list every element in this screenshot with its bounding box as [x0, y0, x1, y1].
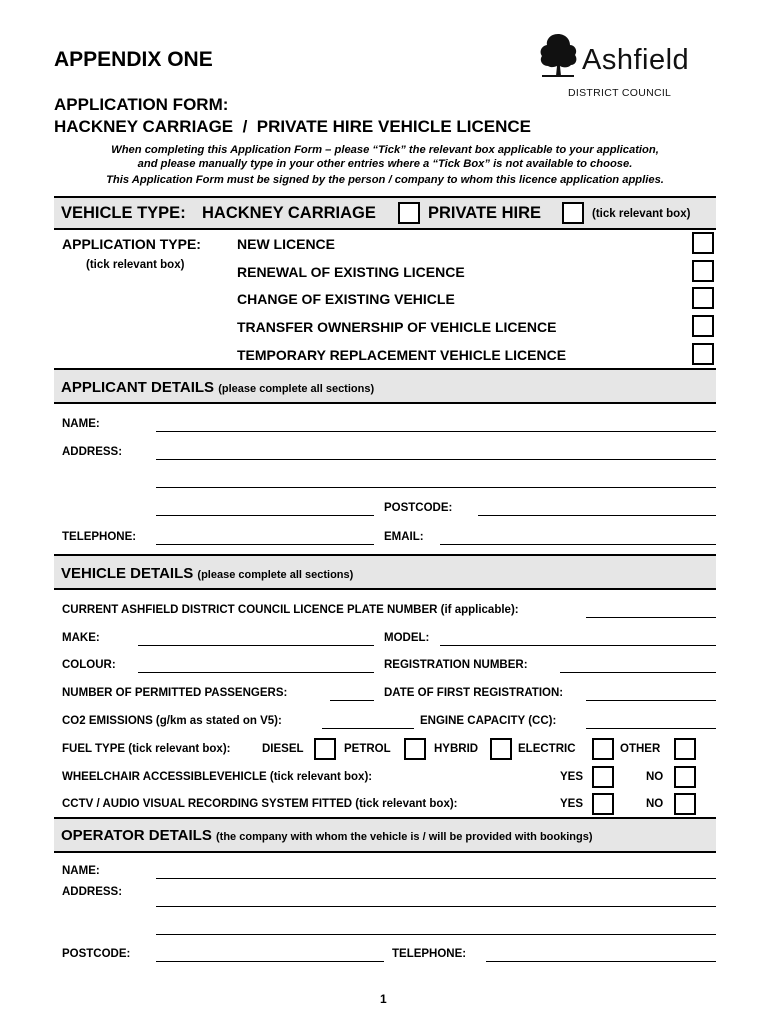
- applicant-name-label: NAME:: [62, 418, 100, 430]
- applicant-email-field[interactable]: [440, 544, 716, 545]
- passengers-field[interactable]: [330, 700, 374, 701]
- cctv-yes-checkbox[interactable]: [592, 793, 614, 815]
- applicant-name-field[interactable]: [156, 431, 716, 432]
- wheelchair-yes-checkbox[interactable]: [592, 766, 614, 788]
- vehicle-type-hackney: HACKNEY CARRIAGE: [202, 204, 376, 222]
- application-type-note: (tick relevant box): [86, 259, 185, 271]
- applicant-telephone-label: TELEPHONE:: [62, 531, 137, 543]
- registration-label: REGISTRATION NUMBER:: [384, 659, 528, 671]
- cctv-yes-label: YES: [560, 798, 584, 810]
- passengers-label: NUMBER OF PERMITTED PASSENGERS:: [62, 687, 288, 699]
- option-temporary-replacement: TEMPORARY REPLACEMENT VEHICLE LICENCE: [237, 347, 567, 363]
- vehicle-details-heading: VEHICLE DETAILS: [61, 565, 194, 582]
- cctv-label: CCTV / AUDIO VISUAL RECORDING SYSTEM FITTED (tick relevant box):: [62, 798, 458, 810]
- vehicle-details-band: [54, 554, 716, 590]
- temporary-replacement-checkbox[interactable]: [692, 343, 714, 365]
- cctv-no-checkbox[interactable]: [674, 793, 696, 815]
- applicant-postcode-label: POSTCODE:: [384, 502, 453, 514]
- applicant-details-heading: APPLICANT DETAILS: [61, 379, 215, 396]
- first-registration-label: DATE OF FIRST REGISTRATION:: [384, 687, 564, 699]
- ashfield-logo: [538, 32, 718, 102]
- page-number: 1: [380, 992, 387, 1006]
- model-label: MODEL:: [384, 632, 430, 644]
- logo-tagline: DISTRICT COUNCIL: [568, 87, 672, 99]
- operator-details-band: [54, 817, 716, 853]
- tree-icon: [538, 32, 578, 78]
- vehicle-type-note: (tick relevant box): [592, 208, 691, 220]
- vehicle-details-note: (please complete all sections): [197, 569, 354, 581]
- fuel-hybrid-checkbox[interactable]: [490, 738, 512, 760]
- applicant-address-field-3[interactable]: [156, 515, 374, 516]
- appendix-title: APPENDIX ONE: [54, 48, 213, 71]
- change-vehicle-checkbox[interactable]: [692, 287, 714, 309]
- cctv-no-label: NO: [646, 798, 664, 810]
- co2-field[interactable]: [322, 728, 414, 729]
- plate-number-label: CURRENT ASHFIELD DISTRICT COUNCIL LICENCE PLATE NUMBER (if applicable):: [62, 604, 519, 616]
- fuel-hybrid-label: HYBRID: [434, 743, 479, 755]
- co2-label: CO2 EMISSIONS (g/km as stated on V5):: [62, 715, 282, 727]
- model-field[interactable]: [440, 645, 716, 646]
- applicant-details-title: [61, 379, 374, 396]
- operator-telephone-field[interactable]: [486, 961, 716, 962]
- wheelchair-label: WHEELCHAIR ACCESSIBLEVEHICLE (tick relevant box):: [62, 771, 373, 783]
- wheelchair-yes-label: YES: [560, 771, 584, 783]
- hackney-carriage-checkbox[interactable]: [398, 202, 420, 224]
- colour-field[interactable]: [138, 672, 374, 673]
- fuel-electric-checkbox[interactable]: [592, 738, 614, 760]
- instruction-line-2: and please manually type in your other entries where a “Tick Box” is not available to choose.: [137, 158, 633, 170]
- wheelchair-no-label: NO: [646, 771, 664, 783]
- instruction-line-1: When completing this Application Form – please “Tick” the relevant box applicable to your application,: [111, 144, 659, 156]
- fuel-type-label: FUEL TYPE (tick relevant box):: [62, 743, 231, 755]
- option-change-vehicle: CHANGE OF EXISTING VEHICLE: [237, 291, 455, 307]
- fuel-other-label: OTHER: [620, 743, 661, 755]
- applicant-postcode-field[interactable]: [478, 515, 716, 516]
- plate-number-field[interactable]: [586, 617, 716, 618]
- private-hire-checkbox[interactable]: [562, 202, 584, 224]
- fuel-petrol-label: PETROL: [344, 743, 391, 755]
- application-type-label: APPLICATION TYPE:: [62, 236, 201, 252]
- applicant-details-note: (please complete all sections): [218, 383, 375, 395]
- operator-address-label: ADDRESS:: [62, 886, 123, 898]
- vehicle-details-title: [61, 565, 353, 582]
- colour-label: COLOUR:: [62, 659, 116, 671]
- operator-telephone-label: TELEPHONE:: [392, 948, 467, 960]
- operator-postcode-field[interactable]: [156, 961, 384, 962]
- applicant-address-label: ADDRESS:: [62, 446, 123, 458]
- option-new-licence: NEW LICENCE: [237, 236, 335, 252]
- make-label: MAKE:: [62, 632, 100, 644]
- vehicle-type-label: VEHICLE TYPE:: [61, 204, 186, 222]
- applicant-address-field-1[interactable]: [156, 459, 716, 460]
- operator-address-field-1[interactable]: [156, 906, 716, 907]
- option-transfer-ownership: TRANSFER OWNERSHIP OF VEHICLE LICENCE: [237, 319, 557, 335]
- vehicle-type-private-hire: PRIVATE HIRE: [428, 204, 542, 222]
- registration-field[interactable]: [560, 672, 716, 673]
- new-licence-checkbox[interactable]: [692, 232, 714, 254]
- operator-name-label: NAME:: [62, 865, 100, 877]
- applicant-details-band: [54, 368, 716, 404]
- renewal-checkbox[interactable]: [692, 260, 714, 282]
- vehicle-type-band: [54, 196, 716, 230]
- fuel-other-checkbox[interactable]: [674, 738, 696, 760]
- applicant-email-label: EMAIL:: [384, 531, 424, 543]
- engine-capacity-label: ENGINE CAPACITY (CC):: [420, 715, 557, 727]
- first-registration-field[interactable]: [586, 700, 716, 701]
- form-title: APPLICATION FORM:: [54, 95, 229, 114]
- make-field[interactable]: [138, 645, 374, 646]
- operator-postcode-label: POSTCODE:: [62, 948, 131, 960]
- fuel-diesel-checkbox[interactable]: [314, 738, 336, 760]
- operator-details-title: [61, 827, 593, 844]
- applicant-address-field-2[interactable]: [156, 487, 716, 488]
- fuel-petrol-checkbox[interactable]: [404, 738, 426, 760]
- engine-capacity-field[interactable]: [586, 728, 716, 729]
- logo-name: Ashfield: [582, 44, 690, 76]
- operator-name-field[interactable]: [156, 878, 716, 879]
- fuel-electric-label: ELECTRIC: [518, 743, 576, 755]
- form-subtitle: HACKNEY CARRIAGE / PRIVATE HIRE VEHICLE LICENCE: [54, 117, 531, 136]
- instruction-line-3: This Application Form must be signed by the person / company to whom this licence application applies.: [106, 174, 664, 186]
- operator-details-note: (the company with whom the vehicle is / will be provided with bookings): [216, 831, 593, 843]
- fuel-diesel-label: DIESEL: [262, 743, 304, 755]
- operator-address-field-2[interactable]: [156, 934, 716, 935]
- operator-details-heading: OPERATOR DETAILS: [61, 827, 212, 844]
- wheelchair-no-checkbox[interactable]: [674, 766, 696, 788]
- applicant-telephone-field[interactable]: [156, 544, 374, 545]
- option-renewal: RENEWAL OF EXISTING LICENCE: [237, 264, 465, 280]
- transfer-ownership-checkbox[interactable]: [692, 315, 714, 337]
